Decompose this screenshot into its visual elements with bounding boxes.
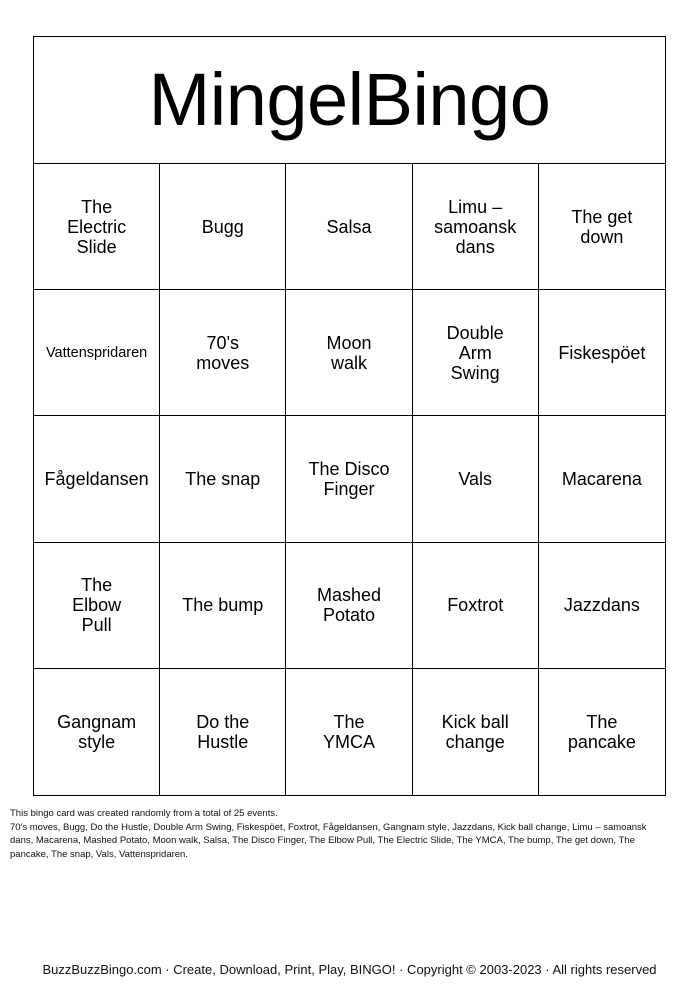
bingo-cell: [34, 416, 160, 542]
cell-label: Vattenspridaren: [45, 344, 148, 361]
cell-label: The Electric Slide: [67, 196, 127, 257]
bingo-cell: [34, 543, 160, 669]
bingo-cell: [413, 290, 539, 416]
bingo-cell: [413, 543, 539, 669]
cell-label: Mashed Potato: [316, 585, 381, 626]
cell-label: 70's moves: [196, 332, 250, 373]
bingo-cell: [286, 290, 412, 416]
page-footer: BuzzBuzzBingo.com · Create, Download, Print, Play, BINGO! · Copyright © 2003-2023 · All rights reserved: [42, 962, 657, 977]
bingo-cell: [413, 164, 539, 290]
cell-label: Gangnam style: [57, 711, 137, 752]
cell-label: Bugg: [201, 216, 244, 237]
cell-label: The pancake: [567, 711, 636, 752]
bingo-cell: [34, 164, 160, 290]
card-title: MingelBingo: [34, 37, 665, 164]
cell-label: Salsa: [326, 216, 372, 237]
cell-label: Vals: [458, 468, 493, 489]
cell-label: Fågeldansen: [44, 468, 149, 489]
cell-label: Double Arm Swing: [446, 322, 504, 383]
bingo-cell: [413, 669, 539, 795]
bingo-cell: [34, 290, 160, 416]
cell-label: Limu – samoansk dans: [434, 196, 517, 257]
card-footnote: [10, 807, 670, 861]
cell-label: The Disco Finger: [308, 458, 390, 499]
bingo-cell: [160, 416, 286, 542]
bingo-cell: [34, 669, 160, 795]
cell-label: The bump: [182, 595, 264, 616]
bingo-cell: [160, 543, 286, 669]
bingo-cell: [160, 164, 286, 290]
cell-label: The snap: [185, 468, 261, 489]
cell-label: Jazzdans: [563, 595, 640, 616]
cell-label: The Elbow Pull: [72, 575, 122, 636]
cell-label: Do the Hustle: [196, 711, 250, 752]
bingo-cell: [286, 543, 412, 669]
cell-label: Foxtrot: [447, 595, 504, 616]
footnote-summary: This bingo card was created randomly from a total of 25 events.: [10, 808, 278, 819]
cell-label: The get down: [571, 206, 633, 247]
bingo-cell: [539, 290, 665, 416]
bingo-cell: [286, 669, 412, 795]
bingo-cell: [539, 416, 665, 542]
footnote-event-list: 70's moves, Bugg, Do the Hustle, Double Arm Swing, Fiskespöet, Foxtrot, Fågeldansen, Gangnam style, Jazzdans, Kick ball change, Limu – samoansk dans, Macarena, Mashed Potato, Moon walk, Salsa, The Disco Finger, The Elbow Pull, The Electric Slide, The YMCA, The bump, The get down, The pancake, The snap, Vals, Vattenspridaren.: [10, 821, 647, 860]
bingo-cell: [539, 164, 665, 290]
bingo-cell: [286, 164, 412, 290]
bingo-cell: [539, 669, 665, 795]
bingo-grid: [34, 164, 665, 795]
bingo-cell: [286, 416, 412, 542]
bingo-cell: [413, 416, 539, 542]
cell-label: The YMCA: [322, 711, 375, 752]
bingo-cell: [160, 290, 286, 416]
bingo-cell: [160, 669, 286, 795]
cell-label: Macarena: [561, 468, 642, 489]
cell-label: Kick ball change: [441, 711, 509, 752]
cell-label: Moon walk: [326, 332, 372, 373]
cell-label: Fiskespöet: [558, 342, 646, 363]
bingo-card: [33, 36, 666, 796]
bingo-cell: [539, 543, 665, 669]
